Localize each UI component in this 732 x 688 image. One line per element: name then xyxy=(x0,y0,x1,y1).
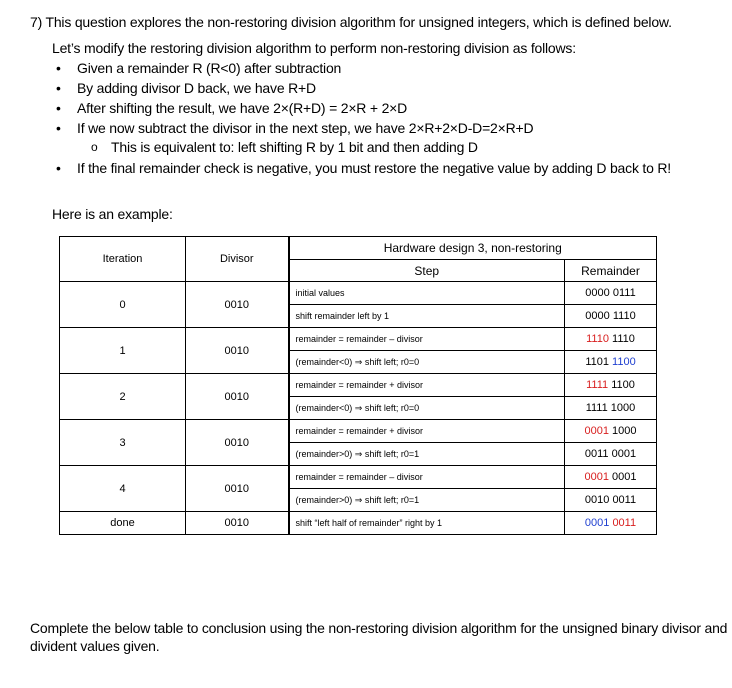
intro-text: Let’s modify the restoring division algorithm to perform non-restoring division as follows: xyxy=(52,40,576,56)
step-cell: initial values xyxy=(289,282,565,305)
remainder-cell xyxy=(565,397,657,420)
table-row xyxy=(60,420,657,443)
step-cell: remainder = remainder + divisor xyxy=(289,420,565,443)
division-table xyxy=(59,236,657,535)
header-divisor: Divisor xyxy=(186,237,289,282)
remainder-left-half: 0001 xyxy=(584,425,609,437)
example-label: Here is an example: xyxy=(52,206,173,222)
step-cell: remainder = remainder – divisor xyxy=(289,328,565,351)
step-cell: shift “left half of remainder” right by 1 xyxy=(289,512,565,535)
iteration-cell: 3 xyxy=(60,420,186,466)
table-row xyxy=(60,282,657,305)
remainder-right-half: 1000 xyxy=(610,402,636,414)
bullet-1: Given a remainder R (R<0) after subtraction xyxy=(77,60,342,76)
remainder-left-half: 0001 xyxy=(584,471,609,483)
iteration-cell: 1 xyxy=(60,328,186,374)
remainder-right-half: 0001 xyxy=(612,471,637,483)
bullet-icon: • xyxy=(56,100,61,116)
question-title: 7) This question explores the non-restoring division algorithm for unsigned integers, which is defined below. xyxy=(30,14,672,30)
conclusion-line-1: Complete the below table to conclusion using the non-restoring division algorithm for the unsigned binary divisor and xyxy=(30,620,728,636)
remainder-right-half: 1110 xyxy=(612,310,636,322)
remainder-cell xyxy=(565,282,657,305)
remainder-left-half: 0000 xyxy=(585,310,610,322)
step-cell: (remainder>0) ⇒ shift left; r0=1 xyxy=(289,443,565,466)
bullet-icon: • xyxy=(56,80,61,96)
bullet-5: If the final remainder check is negative, you must restore the negative value by adding D back to R! xyxy=(77,160,671,176)
divisor-cell: 0010 xyxy=(186,328,289,374)
remainder-cell xyxy=(565,328,657,351)
remainder-left-half: 1111 xyxy=(585,402,608,414)
header-remainder: Remainder xyxy=(565,260,657,282)
table-row xyxy=(60,512,657,535)
remainder-right-half: 0011 xyxy=(612,494,637,506)
remainder-cell xyxy=(565,374,657,397)
remainder-right-half: 0111 xyxy=(612,287,636,299)
remainder-cell xyxy=(565,466,657,489)
remainder-left-half: 0001 xyxy=(584,517,610,529)
remainder-cell xyxy=(565,420,657,443)
divisor-cell: 0010 xyxy=(186,282,289,328)
iteration-cell: 4 xyxy=(60,466,186,512)
remainder-left-half: 1101 xyxy=(585,356,609,368)
remainder-right-half: 0011 xyxy=(612,517,637,529)
table-row xyxy=(60,328,657,351)
remainder-right-half: 1100 xyxy=(611,379,635,391)
remainder-right-half: 1000 xyxy=(612,425,637,437)
bullet-icon: • xyxy=(56,160,61,176)
iteration-cell: 2 xyxy=(60,374,186,420)
remainder-left-half: 1110 xyxy=(586,333,609,345)
remainder-left-half: 1111 xyxy=(586,379,609,391)
bullet-2: By adding divisor D back, we have R+D xyxy=(77,80,316,96)
remainder-cell xyxy=(565,443,657,466)
remainder-cell xyxy=(565,305,657,328)
remainder-left-half: 0011 xyxy=(584,448,609,460)
remainder-right-half: 1110 xyxy=(612,333,635,345)
remainder-cell xyxy=(565,489,657,512)
circle-bullet-icon: o xyxy=(91,140,98,154)
divisor-cell: 0010 xyxy=(186,420,289,466)
remainder-right-half: 1100 xyxy=(612,356,636,368)
iteration-cell: 0 xyxy=(60,282,186,328)
conclusion-line-2: divident values given. xyxy=(30,638,160,654)
header-design: Hardware design 3, non-restoring xyxy=(289,237,657,260)
step-cell: (remainder>0) ⇒ shift left; r0=1 xyxy=(289,489,565,512)
remainder-right-half: 0001 xyxy=(611,448,637,460)
sub-bullet: This is equivalent to: left shifting R by 1 bit and then adding D xyxy=(111,139,478,155)
step-cell: (remainder<0) ⇒ shift left; r0=0 xyxy=(289,351,565,374)
remainder-left-half: 0000 xyxy=(585,287,610,299)
table-row xyxy=(60,466,657,489)
bullet-4: If we now subtract the divisor in the next step, we have 2×R+2×D-D=2×R+D xyxy=(77,120,534,136)
bullet-3: After shifting the result, we have 2×(R+D) = 2×R + 2×D xyxy=(77,100,408,116)
step-cell: shift remainder left by 1 xyxy=(289,305,565,328)
header-step: Step xyxy=(289,260,565,282)
table-row xyxy=(60,374,657,397)
step-cell: remainder = remainder – divisor xyxy=(289,466,565,489)
header-iteration: Iteration xyxy=(60,237,186,282)
divisor-cell: 0010 xyxy=(186,512,289,535)
remainder-cell xyxy=(565,512,657,535)
step-cell: (remainder<0) ⇒ shift left; r0=0 xyxy=(289,397,565,420)
iteration-cell: done xyxy=(60,512,186,535)
divisor-cell: 0010 xyxy=(186,466,289,512)
bullet-icon: • xyxy=(56,60,61,76)
remainder-left-half: 0010 xyxy=(584,494,610,506)
bullet-icon: • xyxy=(56,120,61,136)
remainder-cell xyxy=(565,351,657,374)
divisor-cell: 0010 xyxy=(186,374,289,420)
step-cell: remainder = remainder + divisor xyxy=(289,374,565,397)
